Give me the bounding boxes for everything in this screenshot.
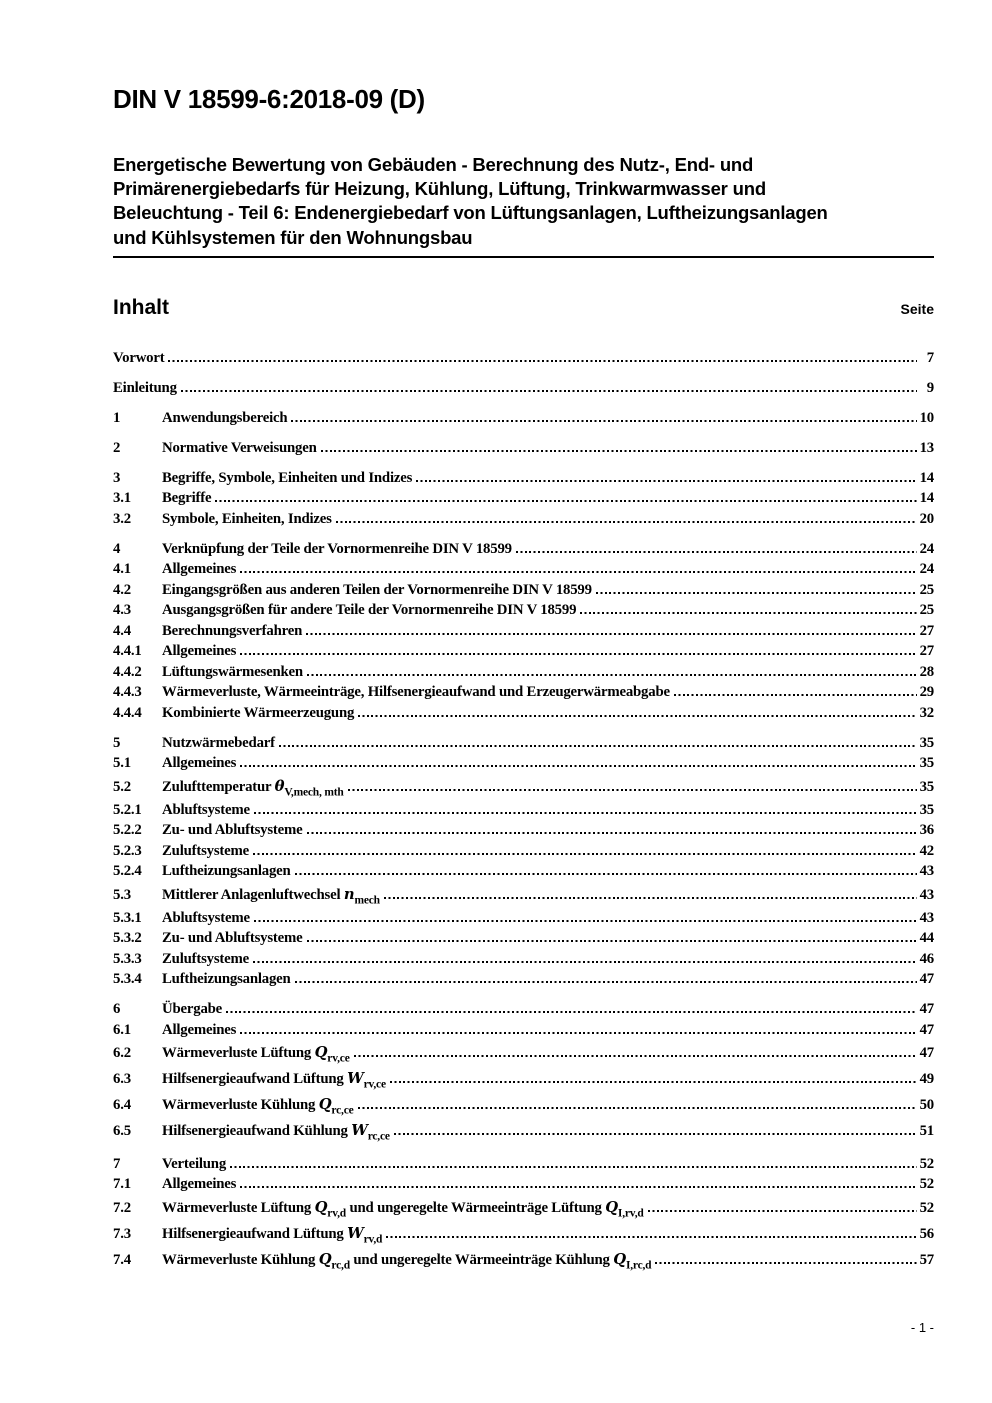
toc-row [113,1020,934,1041]
toc-entry-title [162,861,291,882]
toc-entry-title [162,641,236,662]
toc-entry-subscript: rc,d [331,1259,350,1272]
toc-entry-title [162,621,302,642]
toc-entry-number: 5.3.3 [113,950,142,967]
toc-row [113,1154,934,1175]
toc-entry-symbol: Q [314,1198,328,1216]
toc-row [113,861,934,882]
toc-entry-subscript: mech [354,894,380,907]
toc-leader-dots [295,873,917,875]
toc-entry-page: 7 [926,349,934,366]
toc-entry-title [162,882,380,908]
toc-entry-title [113,348,164,369]
page-content [113,0,934,1273]
toc-entry-text: Abluftsysteme [162,801,250,818]
toc-entry-number: 4.4.2 [113,663,142,680]
toc-entry-subscript: I,rc,d [625,1259,652,1272]
toc-leader-dots [240,571,917,573]
toc-entry-page: 35 [919,778,934,795]
toc-entry-number: 5 [113,734,121,751]
toc-entry-page: 47 [919,1001,934,1018]
toc-entry-symbol: Q [318,1096,332,1114]
document-title [113,153,934,258]
toc-entry-subscript: I,rv,d [617,1207,644,1220]
toc-entry-title [162,800,250,821]
toc-entry-subscript: rv,ce [363,1078,386,1091]
toc-leader-dots [240,1032,917,1034]
toc-row [113,438,934,459]
toc-entry-symbol: θ [274,777,285,795]
toc-entry-title [162,1154,226,1175]
toc-entry-text: Allgemeines [162,561,237,578]
toc-entry-symbol: Q [314,1044,328,1062]
toc-entry-subscript: rv,d [327,1207,346,1220]
toc-entry-symbol: W [347,1224,364,1242]
toc-entry-page: 9 [926,379,934,396]
toc-entry-text: Verteilung [162,1155,227,1172]
toc-entry-symbol: Q [318,1250,332,1268]
toc-entry-text: und ungeregelte Wärmeeinträge Kühlung [349,1251,614,1268]
toc-leader-dots [240,653,917,655]
toc-leader-dots [674,694,917,696]
toc-row [113,580,934,601]
toc-row [113,408,934,429]
toc-entry-text: Vorwort [113,349,165,366]
toc-row [113,908,934,929]
toc-entry-page: 32 [919,704,934,721]
toc-entry-page: 25 [919,602,934,619]
toc-entry-title [162,488,211,509]
toc-entry-page: 56 [919,1225,934,1242]
toc-entry-page: 35 [919,734,934,751]
toc-entry-page: 43 [919,909,934,926]
toc-entry-title [162,600,576,621]
toc-entry-text: Allgemeines [162,643,237,660]
toc-entry-text: Berechnungsverfahren [162,622,303,639]
toc-leader-dots [226,1011,917,1013]
toc-leader-dots [253,961,917,963]
toc-row [113,348,934,369]
toc-entry-text: Allgemeines [162,755,237,772]
toc-entry-text: Zu- und Abluftsysteme [162,930,303,947]
toc-entry-number: 5.2 [113,778,131,795]
toc-leader-dots [394,1133,917,1135]
toc-entry-text: Wärmeverluste Kühlung [162,1251,319,1268]
toc-entry-number: 6.4 [113,1097,131,1114]
toc-entry-text: Begriffe, Symbole, Einheiten und Indizes [162,469,413,486]
toc-entry-title [113,378,177,399]
toc-leader-dots [307,832,917,834]
toc-entry-number: 6.1 [113,1021,131,1038]
document-title-line: Beleuchtung - Teil 6: Endenergiebedarf von Lüftungsanlagen, Luftheizungsanlagen [113,202,828,224]
toc-entry-number: 7 [113,1155,121,1172]
toc-entry-text: Hilfsenergieaufwand Lüftung [162,1225,348,1242]
toc-entry-page: 52 [919,1199,934,1216]
toc-entry-number: 7.4 [113,1251,131,1268]
toc-entry-page: 24 [919,540,934,557]
toc-entry-page: 44 [919,930,934,947]
toc-entry-page: 47 [919,971,934,988]
toc-entry-page: 43 [919,886,934,903]
toc-entry-title [162,753,236,774]
toc-entry-number: 4.2 [113,581,131,598]
toc-entry-text: Nutzwärmebedarf [162,734,275,751]
toc-entry-title [162,1040,350,1066]
toc-entry-symbol: Q [605,1198,618,1216]
toc-entry-text: Eingangsgrößen aus anderen Teilen der Vornormenreihe DIN V 18599 [162,581,592,598]
toc-entry-number: 1 [113,409,121,426]
toc-entry-title [162,969,291,990]
toc-entry-subscript: rc,ce [367,1130,390,1143]
toc-leader-dots [168,360,917,362]
toc-row [113,774,934,800]
toc-entry-number: 3.1 [113,490,131,507]
toc-entry-title [162,539,512,560]
toc-entry-title [162,1020,236,1041]
toc-entry-title [162,559,236,580]
page-number-footer: - 1 - [910,1320,934,1335]
toc-leader-dots [215,500,917,502]
toc-entry-text: Hilfsenergieaufwand Lüftung [162,1071,348,1088]
toc-entry-page: 57 [919,1251,934,1268]
toc-entry-text: Lüftungswärmesenken [162,663,303,680]
toc-row [113,1040,934,1066]
toc-leader-dots [348,789,917,791]
toc-leader-dots [254,920,917,922]
toc-entry-text: Wärmeverluste Kühlung [162,1097,319,1114]
toc-row [113,468,934,489]
toc-heading: Inhalt [113,295,169,319]
toc-entry-subscript: rv,d [363,1233,383,1246]
toc-entry-subscript: rv,ce [327,1052,350,1065]
toc-entry-number: 4.4 [113,622,131,639]
toc-leader-dots [386,1236,917,1238]
toc-entry-text: Allgemeines [162,1176,237,1193]
toc-entry-text: Allgemeines [162,1021,237,1038]
toc-entry-text: Mittlerer Anlagenluftwechsel [162,886,344,903]
toc-entry-number: 3 [113,469,121,486]
toc-entry-text: Luftheizungsanlagen [162,863,291,880]
toc-entry-symbol: W [347,1070,364,1088]
toc-row [113,1066,934,1092]
toc-entry-title [162,820,303,841]
toc-entry-title [162,1195,644,1221]
toc-leader-dots [354,1055,917,1057]
toc-row [113,703,934,724]
toc-leader-dots [240,1186,917,1188]
toc-row [113,641,934,662]
toc-entry-number: 4.4.3 [113,684,142,701]
toc-entry-number: 4 [113,540,121,557]
toc-entry-page: 43 [919,863,934,880]
toc-entry-number: 4.4.1 [113,643,142,660]
toc-entry-page: 27 [919,622,934,639]
toc-entry-number: 6.5 [113,1123,131,1140]
toc-entry-text: Wärmeverluste Lüftung [162,1045,315,1062]
toc-entry-page: 42 [919,842,934,859]
toc-entry-number: 7.2 [113,1199,131,1216]
toc-row [113,800,934,821]
toc-entry-title [162,1247,651,1273]
toc-entry-title [162,928,303,949]
toc-entry-text: Ausgangsgrößen für andere Teile der Vornormenreihe DIN V 18599 [162,602,577,619]
toc-entry-text: Kombinierte Wärmeerzeugung [162,704,355,721]
toc-entry-title [162,774,344,800]
toc-row [113,488,934,509]
toc-entry-text: Wärmeverluste Lüftung [162,1199,315,1216]
toc-entry-title [162,408,287,429]
toc-entry-title [162,1118,390,1144]
document-title-line: Energetische Bewertung von Gebäuden - Berechnung des Nutz-, End- und [113,154,754,175]
toc-entry-number: 7.1 [113,1176,131,1193]
toc-entry-title [162,662,303,683]
toc-entry-text: Abluftsysteme [162,909,250,926]
toc-entry-text: Luftheizungsanlagen [162,971,291,988]
toc-entry-page: 28 [919,663,934,680]
toc-entry-title [162,908,250,929]
toc-row [113,969,934,990]
toc-entry-title [162,1221,382,1247]
toc-leader-dots [580,612,917,614]
toc-entry-text: Zulufttemperatur [162,778,275,795]
toc-entry-page: 52 [919,1155,934,1172]
toc-leader-dots [181,390,917,392]
toc-entry-page: 35 [919,755,934,772]
toc-leader-dots [321,450,917,452]
toc-leader-dots [230,1166,917,1168]
toc-leader-dots [358,1107,917,1109]
toc-page-column-label: Seite [900,300,934,317]
toc-leader-dots [306,633,917,635]
toc-entry-title [162,682,670,703]
toc-entry-number: 5.3.1 [113,909,142,926]
toc-row [113,928,934,949]
toc-row [113,1195,934,1221]
toc-row [113,509,934,530]
toc-entry-title [162,1066,386,1092]
toc-entry-title [162,841,249,862]
toc-entry-page: 46 [919,950,934,967]
toc-entry-number: 5.2.1 [113,801,142,818]
toc-entry-title [162,999,222,1020]
toc-entry-number: 5.1 [113,755,131,772]
toc-entry-title [162,1092,354,1118]
toc-row [113,662,934,683]
toc-entry-title [162,468,412,489]
toc-entry-symbol: W [351,1122,368,1140]
toc-entry-page: 14 [919,469,934,486]
toc-entry-text: Hilfsenergieaufwand Kühlung [162,1123,352,1140]
toc-entry-number: 5.2.4 [113,863,142,880]
toc-entry-text: Normative Verweisungen [162,439,317,456]
toc-row [113,539,934,560]
toc-entry-number: 6.2 [113,1045,131,1062]
document-title-line: und Kühlsystemen für den Wohnungsbau [113,226,473,248]
toc-entry-number: 6 [113,1001,121,1018]
toc-entry-text: Zuluftsysteme [162,842,249,859]
toc-leader-dots [307,940,917,942]
toc-header [113,294,934,322]
toc-entry-text: Wärmeverluste, Wärmeeinträge, Hilfsenergieaufwand und Erzeugerwärmeabgabe [162,684,670,701]
toc-leader-dots [648,1210,917,1212]
toc-entry-page: 25 [919,581,934,598]
toc-entry-page: 10 [919,409,934,426]
toc-leader-dots [358,715,917,717]
toc-entry-page: 36 [919,822,934,839]
toc-entry-text: Symbole, Einheiten, Indizes [162,510,332,527]
toc-row [113,999,934,1020]
toc-entry-page: 14 [919,490,934,507]
toc-entry-page: 20 [919,510,934,527]
toc-leader-dots [295,981,917,983]
toc-row [113,1247,934,1273]
toc-entry-number: 5.2.3 [113,842,142,859]
toc-entry-number: 3.2 [113,510,131,527]
toc-row [113,621,934,642]
toc-entry-number: 5.3.4 [113,971,142,988]
toc-row [113,949,934,970]
toc-entry-number: 4.1 [113,561,131,578]
toc-entry-page: 50 [919,1097,934,1114]
toc-leader-dots [253,853,917,855]
toc-row [113,559,934,580]
toc-entry-text: Begriffe [162,490,212,507]
toc-row [113,378,934,399]
toc-entry-title [162,1174,236,1195]
toc-entry-text: Zu- und Abluftsysteme [162,822,303,839]
document-title-line: Primärenergiebedarfs für Heizung, Kühlung, Lüftung, Trinkwarmwasser und [113,178,766,200]
toc-row [113,753,934,774]
toc-entry-text: Verknüpfung der Teile der Vornormenreihe DIN V 18599 [162,540,512,557]
toc-entry-page: 47 [919,1021,934,1038]
toc-entry-number: 6.3 [113,1071,131,1088]
toc-leader-dots [655,1262,917,1264]
toc-leader-dots [336,521,917,523]
toc-entry-text: Übergabe [162,1001,223,1018]
toc-row [113,1174,934,1195]
toc-entry-number: 5.3 [113,886,131,903]
toc-list [113,348,934,1273]
toc-leader-dots [279,745,917,747]
toc-entry-number: 5.3.2 [113,930,142,947]
toc-leader-dots [307,674,917,676]
toc-entry-page: 51 [919,1123,934,1140]
toc-leader-dots [416,480,917,482]
toc-entry-page: 49 [919,1071,934,1088]
toc-entry-title [162,580,592,601]
toc-entry-text: Einleitung [113,379,177,396]
toc-row [113,820,934,841]
toc-entry-text: und ungeregelte Wärmeeinträge Lüftung [346,1199,606,1216]
toc-leader-dots [516,551,917,553]
toc-entry-number: 2 [113,439,121,456]
toc-row [113,1221,934,1247]
toc-entry-page: 35 [919,801,934,818]
toc-entry-number: 4.3 [113,602,131,619]
toc-entry-title [162,438,317,459]
toc-entry-page: 13 [919,439,934,456]
toc-leader-dots [596,592,917,594]
toc-leader-dots [240,765,917,767]
toc-entry-text: Zuluftsysteme [162,950,249,967]
toc-leader-dots [291,420,917,422]
toc-entry-number: 4.4.4 [113,704,142,721]
toc-entry-page: 27 [919,643,934,660]
toc-entry-page: 24 [919,561,934,578]
toc-entry-title [162,509,332,530]
document-code: DIN V 18599-6:2018-09 (D) [113,84,425,114]
toc-entry-number: 7.3 [113,1225,131,1242]
toc-leader-dots [384,897,917,899]
toc-row [113,1092,934,1118]
toc-leader-dots [390,1081,917,1083]
toc-row [113,882,934,908]
toc-row [113,733,934,754]
toc-entry-subscript: V,mech, mth [284,786,344,799]
toc-entry-title [162,703,354,724]
toc-entry-title [162,733,275,754]
toc-row [113,600,934,621]
toc-row [113,682,934,703]
toc-entry-text: Anwendungsbereich [162,409,288,426]
toc-entry-subscript: rc,ce [331,1104,354,1117]
toc-entry-title [162,949,249,970]
toc-entry-symbol: n [343,885,355,903]
toc-entry-symbol: Q [613,1250,626,1268]
toc-leader-dots [254,812,917,814]
toc-entry-page: 29 [919,684,934,701]
toc-entry-number: 5.2.2 [113,822,142,839]
toc-entry-page: 47 [919,1045,934,1062]
toc-entry-page: 52 [919,1176,934,1193]
toc-row [113,1118,934,1144]
toc-row [113,841,934,862]
